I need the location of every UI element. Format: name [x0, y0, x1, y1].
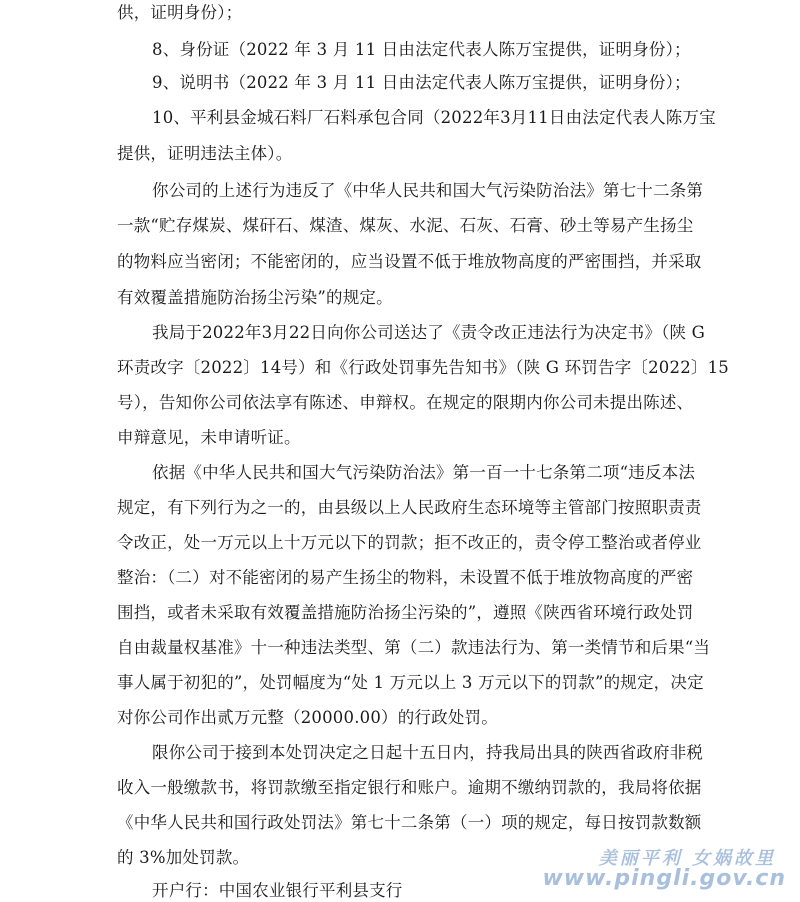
- text-line: 令改正，处一万元以上十万元以下的罚款；拒不改正的，责令停工整治或者停业: [117, 533, 702, 552]
- text-line: 对你公司作出贰万元整（20000.00）的行政处罚。: [117, 708, 498, 727]
- text-line: 围挡，或者未采取有效覆盖措施防治扬尘污染的”，遵照《陕西省环境行政处罚: [117, 603, 694, 622]
- text-line: 整治：（二）对不能密闭的易产生扬尘的物料，未设置不低于堆放物高度的严密: [117, 568, 694, 587]
- text-line: 我局于2022年3月22日向你公司送达了《责令改正违法行为决定书》（陕 G: [152, 323, 706, 342]
- text-line: 有效覆盖措施防治扬尘污染”的规定。: [117, 288, 393, 307]
- text-line: 事人属于初犯的”，处罚幅度为“处 1 万元以上 3 万元以下的罚款”的规定，决定: [117, 673, 704, 692]
- text-line: 申辩意见，未申请听证。: [117, 428, 301, 447]
- text-line: 8、身份证（2022 年 3 月 11 日由法定代表人陈万宝提供，证明身份）；: [152, 40, 691, 59]
- text-line: 的 3%加处罚款。: [117, 848, 250, 867]
- text-line: 依据《中华人民共和国大气污染防治法》第一百一十七条第二项“违反本法: [152, 463, 696, 482]
- text-line: 规定，有下列行为之一的，由县级以上人民政府生态环境等主管部门按照职责责: [117, 498, 702, 517]
- text-line: 9、说明书（2022 年 3 月 11 日由法定代表人陈万宝提供，证明身份）；: [152, 73, 691, 92]
- text-line: 一款“贮存煤炭、煤矸石、煤渣、煤灰、水泥、石灰、石膏、砂土等易产生扬尘: [117, 216, 694, 235]
- text-line: 供，证明身份）；: [117, 3, 243, 22]
- text-line: 你公司的上述行为违反了《中华人民共和国大气污染防治法》第七十二条第: [152, 181, 704, 200]
- text-line: 10、平利县金城石料厂石料承包合同（2022年3月11日由法定代表人陈万宝: [152, 108, 716, 127]
- text-line: 收入一般缴款书，将罚款缴至指定银行和账户。逾期不缴纳罚款的，我局将依据: [117, 778, 702, 797]
- text-line: 开户行：中国农业银行平利县支行: [152, 881, 403, 900]
- text-line: 限你公司于接到本处罚决定之日起十五日内，持我局出具的陕西省政府非税: [152, 743, 704, 762]
- watermark-url: www.pingli.gov.cn: [542, 866, 786, 891]
- text-line: 环责改字〔2022〕14号）和《行政处罚事先告知书》（陕 G 环罚告字〔2022〕15: [117, 358, 729, 377]
- text-line: 自由裁量权基准》十一种违法类型、第（二）款违法行为、第一类情节和后果“当: [117, 638, 711, 657]
- text-line: 号），告知你公司依法享有陈述、申辩权。在规定的限期内你公司未提出陈述、: [117, 393, 694, 412]
- text-line: 的物料应当密闭；不能密闭的，应当设置不低于堆放物高度的严密围挡，并采取: [117, 252, 702, 271]
- watermark-slogan: 美丽平利 女娲故里: [598, 848, 776, 869]
- text-line: 《中华人民共和国行政处罚法》第七十二条第（一）项的规定，每日按罚款数额: [117, 813, 702, 832]
- text-line: 提供，证明违法主体）。: [117, 144, 293, 163]
